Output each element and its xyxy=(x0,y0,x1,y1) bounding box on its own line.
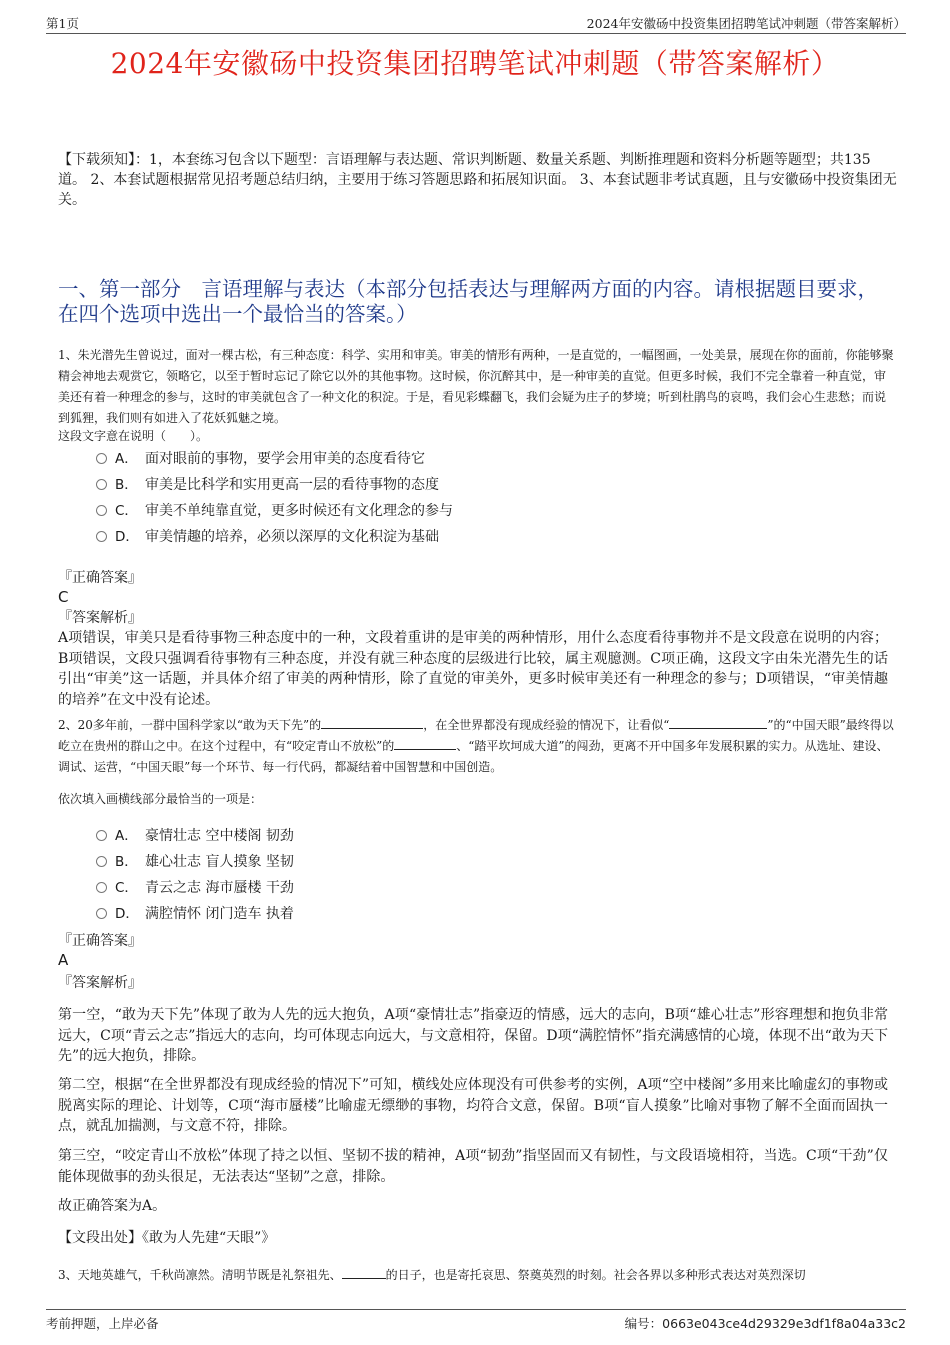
q2-analysis-p2: 第二空，根据“在全世界都没有现成经验的情况下”可知，横线处应体现没有可供参考的实例，A项“空中楼阁”多用来比喻虚幻的事物或脱离实际的理论、计划等，C项“海市蜃楼”比喻虚无缥缈的事物，均符合文意，保留。B项“盲人摸象”比喻对事物了解不全面而固执一点，就乱加揣测，与文意不符，排除。 xyxy=(58,1077,888,1134)
document-serial: 编号：0663e043ce4d29329e3df1f8a04a33c2 xyxy=(624,1316,906,1331)
q2-option-c[interactable]: C． 青云之志 海市蜃楼 干劲 xyxy=(96,877,294,899)
blank-line xyxy=(394,736,456,750)
footer-slogan: 考前押题，上岸必备 xyxy=(46,1316,159,1331)
q1-analysis: A项错误，审美只是看待事物三种态度中的一种，文段着重讲的是审美的两种情形，用什么态度看待事物并不是文段意在说明的内容；B项错误，文段只强调看待事物有三种态度，并没有就三种态度的层级进行比较，属主观臆测。C项正确，这段文字由朱光潜先生的话引出“审美”这一话题，并具体介绍了审美的两种情形，除了直觉的审美外，更多时候审美还有一种理念的参与；D项错误，“审美情趣的培养”在文中没有论述。 xyxy=(58,630,888,708)
radio-icon[interactable] xyxy=(96,531,107,542)
page-number: 第1页 xyxy=(46,16,79,31)
q1-option-d[interactable]: D． 审美情趣的培养，必须以深厚的文化积淀为基础 xyxy=(96,526,439,548)
radio-icon[interactable] xyxy=(96,830,107,841)
footer-divider xyxy=(46,1309,906,1310)
q2-answer-label: 『正确答案』 xyxy=(58,933,142,949)
q2-analysis-label: 『答案解析』 xyxy=(58,975,142,991)
header-divider xyxy=(46,33,906,34)
q1-analysis-label: 『答案解析』 xyxy=(58,610,142,626)
question-2-text: 2、20多年前，一群中国科学家以“敢为天下先”的 ，在全世界都没有现成经验的情况下，让看似“ ”的“中国天眼”最终得以屹立在贵州的群山之中。在这个过程中，有“咬定青山不放松”的 、“踏平坎坷成大道”的闯劲，更离不开中国多年发展积累的实力。从选址、建设、调试、运营，“中国天眼”每一个环节、每一行代码，都凝结着中国智慧和中国创造。 xyxy=(58,715,894,778)
q1-option-a[interactable]: A． 面对眼前的事物，要学会用审美的态度看待它 xyxy=(96,448,425,470)
radio-icon[interactable] xyxy=(96,908,107,919)
q1-answer-label: 『正确答案』 xyxy=(58,570,142,586)
question-3-text: 3、天地英雄气，千秋尚凛然。清明节既是礼祭祖先、 的日子，也是寄托哀思、祭奠英烈的时刻。社会各界以多种形式表达对英烈深切 xyxy=(58,1265,894,1286)
q2-option-d[interactable]: D． 满腔情怀 闭门造车 执着 xyxy=(96,903,294,925)
question-1-text: 1、朱光潜先生曾说过，面对一棵古松，有三种态度：科学、实用和审美。审美的情形有两种，一是直觉的，一幅图画，一处美景，展现在你的面前，你能够聚精会神地去观赏它，领略它，以至于暂时忘记了除它以外的其他事物。这时候，你沉醉其中，是一种审美的直觉。但更多时候，我们不完全靠着一种直觉，审美还有着一种理念的参与，这时的审美就包含了一种文化的积淀。于是，看见彩蝶翻飞，我们会疑为庄子的梦境；听到杜鹃鸟的哀鸣，我们会心生悲愁；而说到狐狸，我们则有如进入了花妖狐魅之境。 xyxy=(58,348,894,425)
q2-source: 【文段出处】《敢为人先建“天眼”》 xyxy=(58,1230,276,1246)
q2-analysis-p4: 故正确答案为A。 xyxy=(58,1198,167,1214)
q2-analysis-p3: 第三空，“咬定青山不放松”体现了持之以恒、坚韧不拔的精神，A项“韧劲”指坚固而又有韧性，与文段语境相符，当选。C项“干劲”仅能体现做事的劲头很足，无法表达“坚韧”之意，排除。 xyxy=(58,1148,888,1185)
q2-option-a[interactable]: A． 豪情壮志 空中楼阁 韧劲 xyxy=(96,825,294,847)
q2-option-b[interactable]: B． 雄心壮志 盲人摸象 坚韧 xyxy=(96,851,294,873)
question-2-stem: 依次填入画横线部分最恰当的一项是： xyxy=(58,792,263,806)
download-notice: 【下载须知】：1，本套练习包含以下题型：言语理解与表达题、常识判断题、数量关系题、判断推理题和资料分析题等题型；共135道。 2、本套试题根据常见招考题总结归纳，主要用于练习答题思路和拓展知识面。 3、本套试题非考试真题，且与安徽砀中投资集团无关。 xyxy=(58,152,897,208)
blank-line xyxy=(342,1265,386,1279)
question-1-stem: 这段文字意在说明（ ）。 xyxy=(58,429,209,443)
blank-line xyxy=(669,715,767,729)
q2-analysis-p1: 第一空，“敢为天下先”体现了敢为人先的远大抱负，A项“豪情壮志”指豪迈的情感，远大的志向，B项“雄心壮志”形容理想和抱负非常远大，C项“青云之志”指远大的志向，均可体现志向远大，与文意相符，保留。D项“满腔情怀”指充满感情的心境，体现不出“敢为天下先”的远大抱负，排除。 xyxy=(58,1007,888,1064)
running-title: 2024年安徽砀中投资集团招聘笔试冲刺题（带答案解析） xyxy=(586,16,906,31)
radio-icon[interactable] xyxy=(96,453,107,464)
q1-option-c[interactable]: C． 审美不单纯靠直觉，更多时候还有文化理念的参与 xyxy=(96,500,453,522)
blank-line xyxy=(321,715,423,729)
radio-icon[interactable] xyxy=(96,505,107,516)
q1-option-b[interactable]: B． 审美是比科学和实用更高一层的看待事物的态度 xyxy=(96,474,439,496)
q1-answer: C xyxy=(58,588,69,606)
radio-icon[interactable] xyxy=(96,882,107,893)
radio-icon[interactable] xyxy=(96,856,107,867)
document-title: 2024年安徽砀中投资集团招聘笔试冲刺题（带答案解析） xyxy=(110,47,840,80)
q2-answer: A xyxy=(58,951,69,969)
radio-icon[interactable] xyxy=(96,479,107,490)
section-title: 一、第一部分 言语理解与表达（本部分包括表达与理解两方面的内容。请根据题目要求，在四个选项中选出一个最恰当的答案。） xyxy=(58,277,878,326)
